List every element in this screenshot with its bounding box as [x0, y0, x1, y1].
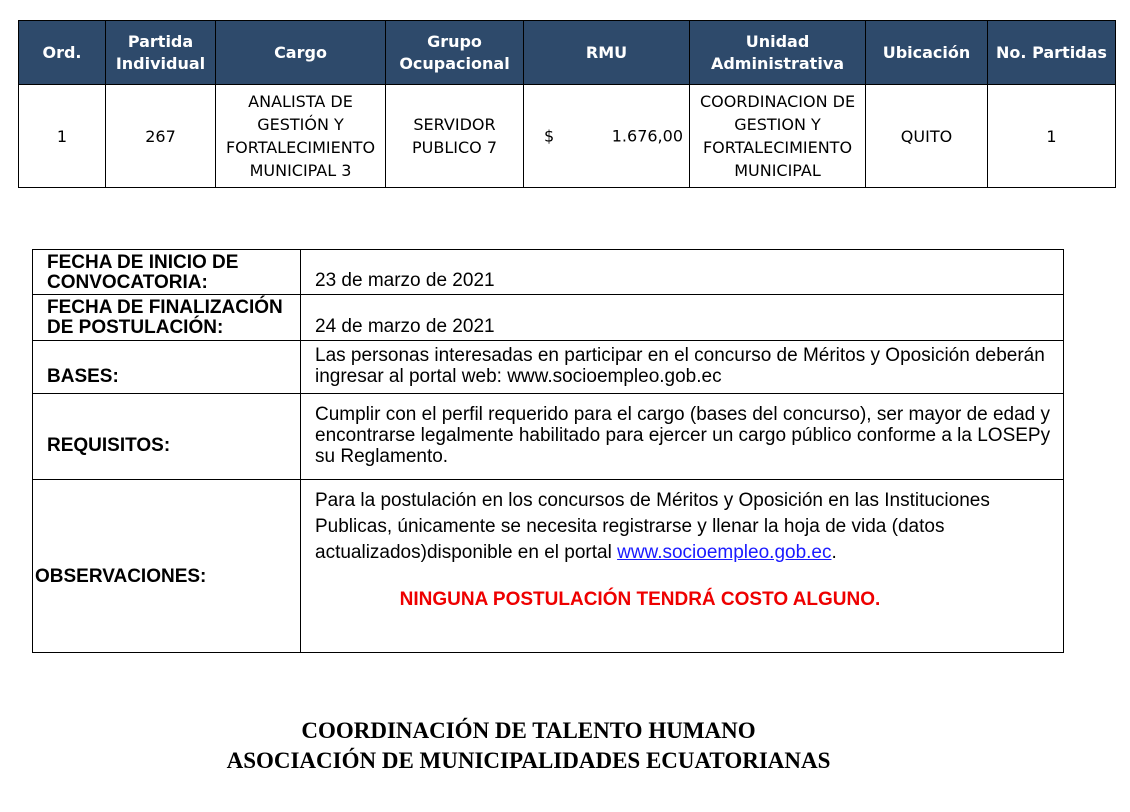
- fecha-fin-label: FECHA DE FINALIZACIÓN DE POSTULACIÓN:: [33, 295, 301, 341]
- info-row-requisitos: [33, 394, 1064, 480]
- header-ord: Ord.: [19, 21, 106, 85]
- rmu-currency: $: [544, 126, 555, 146]
- cell-unidad: COORDINACION DE GESTION Y FORTALECIMIENTO MUNICIPAL: [690, 85, 866, 188]
- warning-text: NINGUNA POSTULACIÓN TENDRÁ COSTO ALGUNO.: [399, 589, 881, 610]
- observaciones-label: OBSERVACIONES:: [33, 480, 301, 653]
- rmu-amount: 1.676,00: [611, 126, 683, 146]
- cell-ord: 1: [19, 85, 106, 188]
- footer-line-2: ASOCIACIÓN DE MUNICIPALIDADES ECUATORIANAS: [226, 748, 831, 773]
- header-no-partidas: No. Partidas: [988, 21, 1116, 85]
- cell-cargo: ANALISTA DE GESTIÓN Y FORTALECIMIENTO MUNICIPAL 3: [216, 85, 386, 188]
- cell-rmu: [524, 85, 690, 188]
- table-row: [19, 85, 1116, 188]
- fecha-fin-value: 24 de marzo de 2021: [301, 295, 1064, 341]
- observaciones-cell: [301, 480, 1064, 653]
- positions-header-row: [19, 21, 1116, 85]
- bases-label: BASES:: [33, 341, 301, 394]
- info-row-observaciones: [33, 480, 1064, 653]
- bases-value: Las personas interesadas en participar en el concurso de Méritos y Oposición deberán ingresar al portal web: www.socioempleo.gob.ec: [301, 341, 1064, 394]
- observaciones-end: .: [831, 542, 837, 563]
- footer-line-1: COORDINACIÓN DE TALENTO HUMANO: [301, 718, 756, 743]
- fecha-inicio-label: FECHA DE INICIO DE CONVOCATORIA:: [33, 250, 301, 295]
- header-grupo-ocupacional: Grupo Ocupacional: [386, 21, 524, 85]
- info-table: [32, 249, 1064, 653]
- info-row-fecha-fin: [33, 295, 1064, 341]
- header-partida-individual: Partida Individual: [106, 21, 216, 85]
- cell-ubicacion: QUITO: [866, 85, 988, 188]
- cell-partidas: 1: [988, 85, 1116, 188]
- fecha-inicio-value: 23 de marzo de 2021: [301, 250, 1064, 295]
- header-unidad-administrativa: Unidad Administrativa: [690, 21, 866, 85]
- requisitos-value: Cumplir con el perfil requerido para el cargo (bases del concurso), ser mayor de edad y encontrarse legalmente habilitado para ejercer un cargo público conforme a la LOSEPy su Reglamento.: [301, 394, 1064, 480]
- socioempleo-link[interactable]: www.socioempleo.gob.ec: [617, 542, 832, 563]
- cell-grupo: SERVIDOR PUBLICO 7: [386, 85, 524, 188]
- header-rmu: RMU: [524, 21, 690, 85]
- positions-table: [18, 20, 1116, 188]
- info-row-fecha-inicio: [33, 250, 1064, 295]
- observaciones-text: [315, 480, 1059, 566]
- header-cargo: Cargo: [216, 21, 386, 85]
- header-ubicacion: Ubicación: [866, 21, 988, 85]
- requisitos-label: REQUISITOS:: [33, 394, 301, 480]
- observaciones-body: Para la postulación en los concursos de Méritos y Oposición en las Instituciones Publicas, únicamente se necesita registrarse y llenar la hoja de vida (datos actualizados)disponible en el portal: [315, 490, 990, 563]
- cell-partida: 267: [106, 85, 216, 188]
- info-row-bases: [33, 341, 1064, 394]
